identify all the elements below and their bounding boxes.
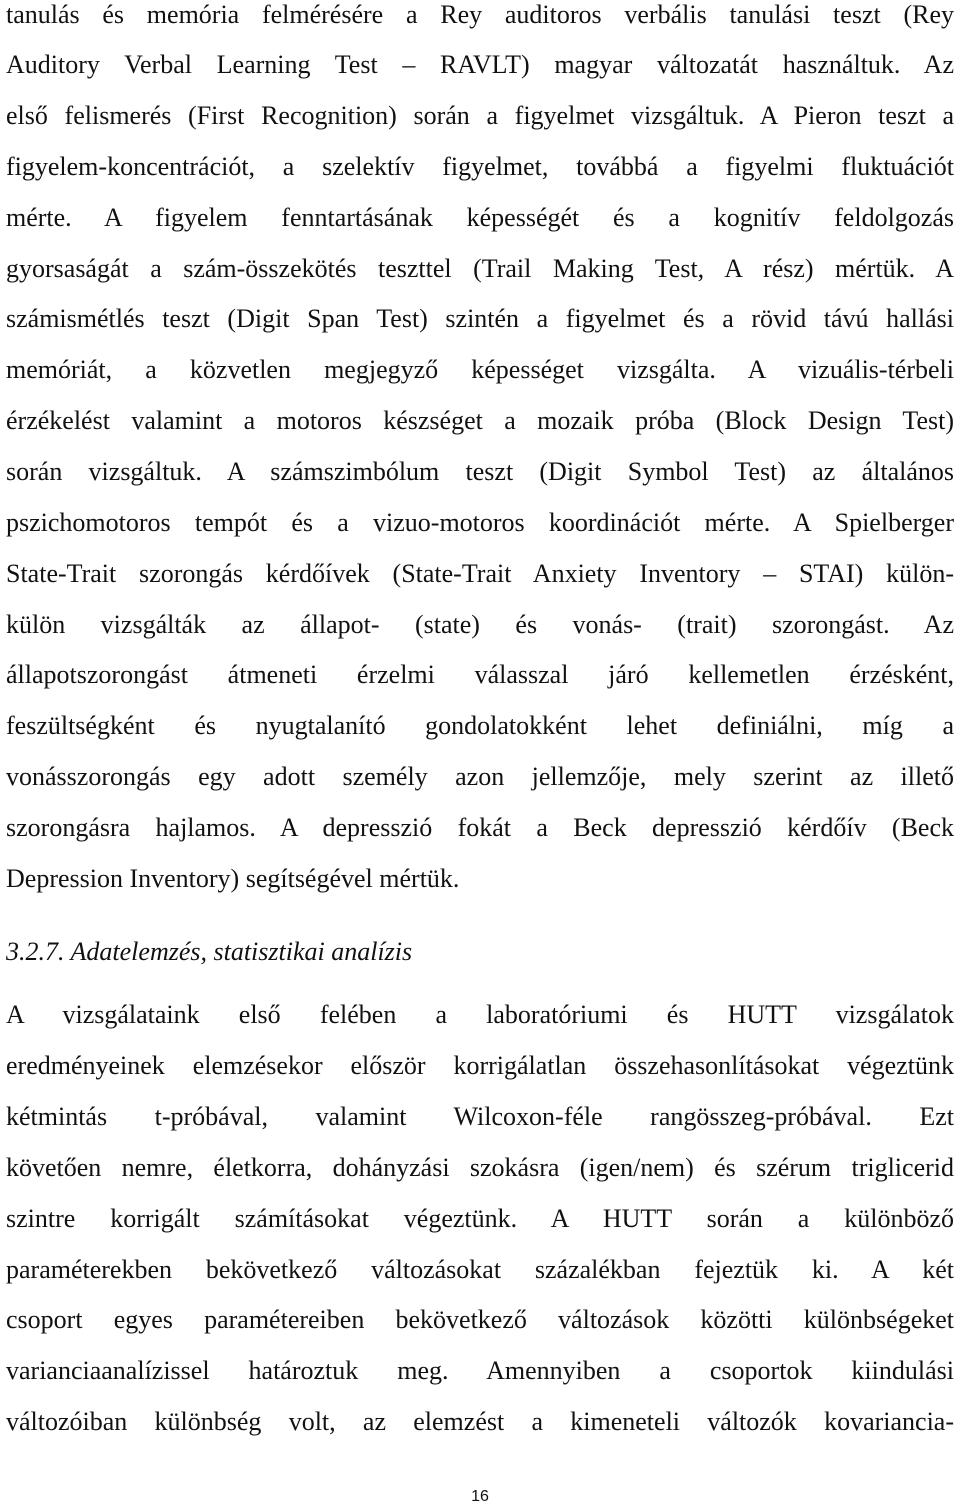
text-line: gyorsaságát a szám-összekötés teszttel (Trail Making Test, A rész) mértük. A	[6, 254, 954, 283]
text-line: pszichomotoros tempót és a vizuo-motoros koordinációt mérte. A Spielberger	[6, 508, 954, 537]
text-line: State-Trait szorongás kérdőívek (State-Trait Anxiety Inventory – STAI) külön-	[6, 559, 954, 588]
text-line: varianciaanalízissel határoztuk meg. Amennyiben a csoportok kiindulási	[6, 1356, 954, 1385]
text-line: kétmintás t-próbával, valamint Wilcoxon-féle rangösszeg-próbával. Ezt	[6, 1102, 954, 1131]
text-line: figyelem-koncentrációt, a szelektív figyelmet, továbbá a figyelmi fluktuációt	[6, 152, 954, 181]
text-line: változóiban különbség volt, az elemzést a kimeneteli változók kovariancia-	[6, 1407, 954, 1436]
text-line: Depression Inventory) segítségével mértük.	[6, 864, 460, 893]
text-line: feszültségként és nyugtalanító gondolatokként lehet definiálni, míg a	[6, 711, 954, 740]
text-line: eredményeinek elemzésekor először korrigálatlan összehasonlításokat végeztünk	[6, 1051, 954, 1080]
text-line: külön vizsgálták az állapot- (state) és vonás- (trait) szorongást. Az	[6, 610, 954, 639]
text-line: szorongásra hajlamos. A depresszió fokát a Beck depresszió kérdőív (Beck	[6, 813, 954, 842]
text-line: számismétlés teszt (Digit Span Test) szintén a figyelmet és a rövid távú hallási	[6, 304, 954, 333]
section-heading: 3.2.7. Adatelemzés, statisztikai analízis	[6, 937, 413, 966]
text-line: vonásszorongás egy adott személy azon jellemzője, mely szerint az illető	[6, 762, 954, 791]
text-line: követően nemre, életkorra, dohányzási szokásra (igen/nem) és szérum triglicerid	[6, 1153, 954, 1182]
page-number: 16	[471, 1488, 489, 1505]
text-line: érzékelést valamint a motoros készséget a mozaik próba (Block Design Test)	[6, 406, 954, 435]
text-line: paraméterekben bekövetkező változásokat százalékban fejeztük ki. A két	[6, 1255, 954, 1284]
text-line: Auditory Verbal Learning Test – RAVLT) magyar változatát használtuk. Az	[6, 50, 954, 79]
text-line: csoport egyes paramétereiben bekövetkező változások közötti különbségeket	[6, 1305, 954, 1334]
text-line: első felismerés (First Recognition) során a figyelmet vizsgáltuk. A Pieron teszt a	[6, 101, 954, 130]
text-line: tanulás és memória felmérésére a Rey auditoros verbális tanulási teszt (Rey	[6, 0, 954, 29]
text-line: szintre korrigált számításokat végeztünk. A HUTT során a különböző	[6, 1204, 954, 1233]
text-line: memóriát, a közvetlen megjegyző képességet vizsgálta. A vizuális-térbeli	[6, 355, 954, 384]
text-line: állapotszorongást átmeneti érzelmi válasszal járó kellemetlen érzésként,	[6, 660, 954, 689]
text-line: mérte. A figyelem fenntartásának képességét és a kognitív feldolgozás	[6, 203, 954, 232]
text-line: A vizsgálataink első felében a laboratóriumi és HUTT vizsgálatok	[6, 1000, 954, 1029]
text-line: során vizsgáltuk. A számszimbólum teszt (Digit Symbol Test) az általános	[6, 457, 954, 486]
